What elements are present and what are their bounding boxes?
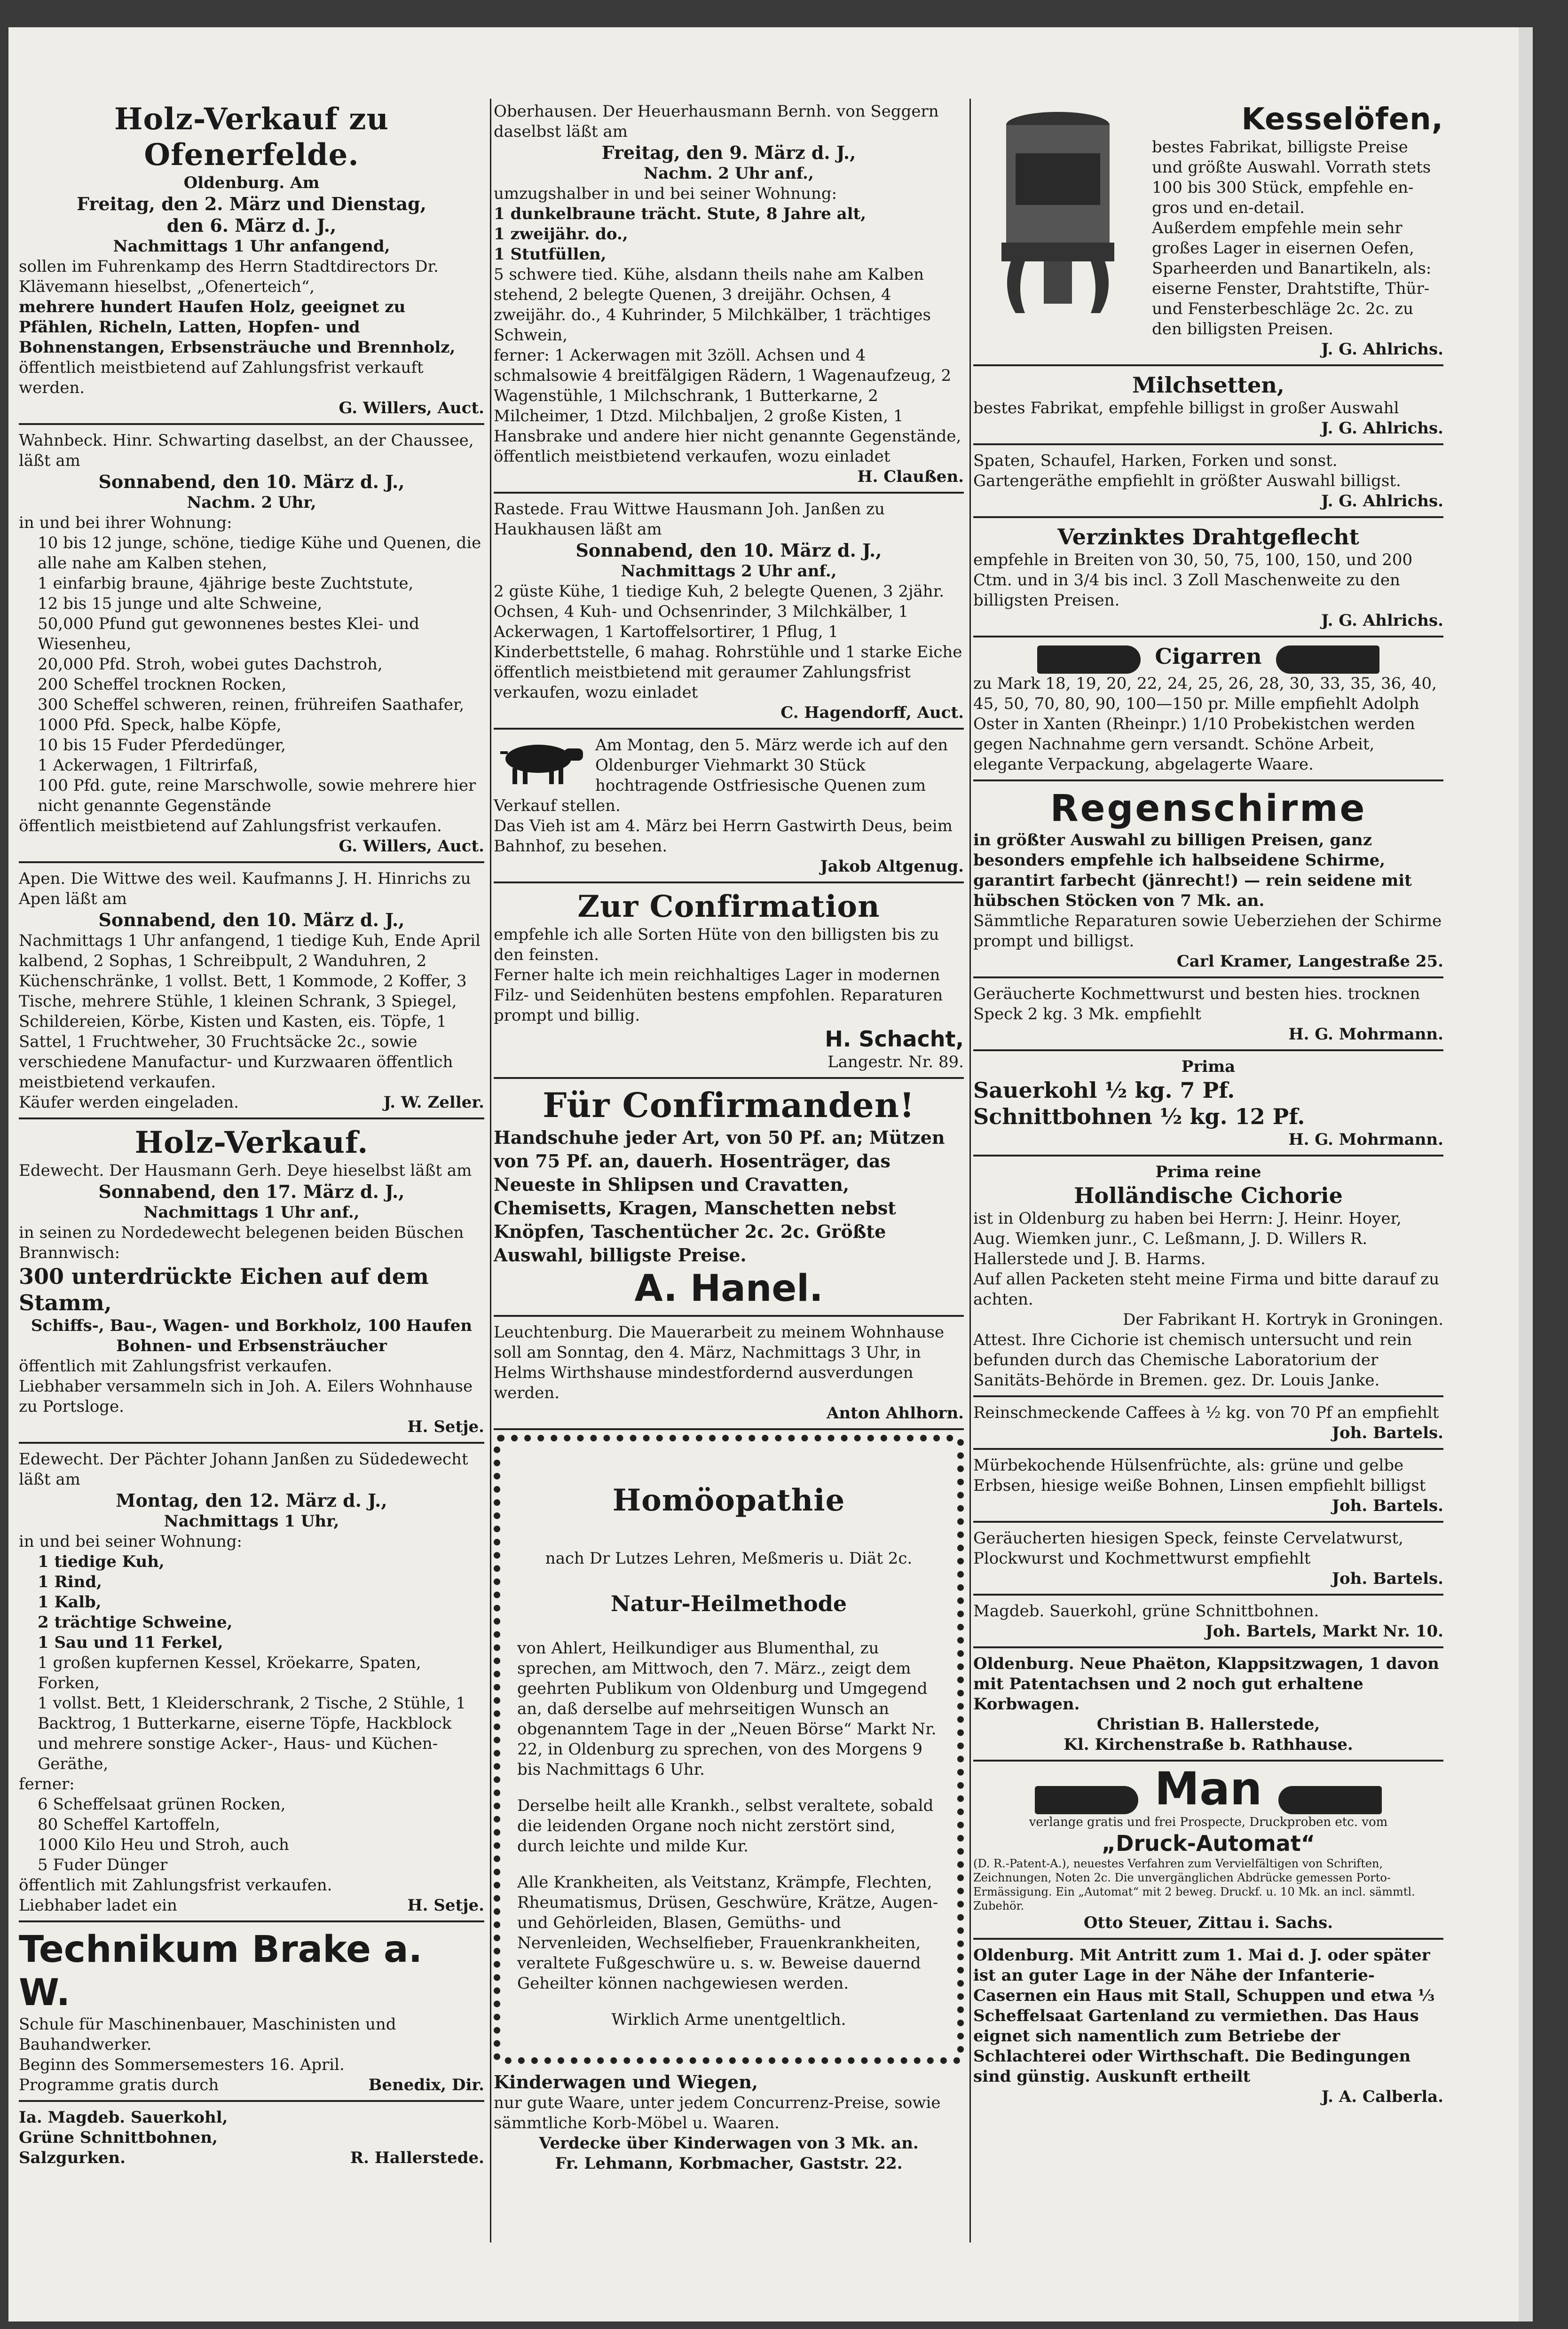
- ad-ostfriesische-quenen: [494, 732, 964, 883]
- list-item: 1 vollst. Bett, 1 Kleiderschrank, 2 Tische, 2 Stühle, 1 Backtrog, 1 Butterkarne, eiserne Töpfe, Hackblock und mehrere sonstige Acker-, Haus- und Küchen-Geräthe,: [38, 1694, 466, 1773]
- ad-huelsenfruechte: [973, 1453, 1443, 1523]
- list-item: 300 Scheffel schweren, reinen, frühreifen Saathafer,: [38, 695, 465, 714]
- ad-note: Programme gratis durch: [19, 2076, 219, 2094]
- ad-intro: in und bei ihrer Wohnung:: [19, 513, 232, 532]
- ad-signature: J. G. Ahlrichs.: [1321, 492, 1443, 511]
- ad-body: zu Mark 18, 19, 20, 22, 24, 25, 26, 28, 30, 33, 35, 36, 40, 45, 50, 70, 80, 90, 100—150 pr. Mille empfiehlt Adolph Oster in Xanten (Rheinpr.) 1/10 Probekistchen werden gegen Nachnahme gern versandt. Schöne Arbeit, elegante Verpackung, abgelagerte Waare.: [973, 674, 1437, 774]
- ad-title: Technikum Brake a. W.: [19, 1928, 423, 2014]
- ad-body: bestes Fabrikat, billigste Preise und größte Auswahl. Vorrath stets 100 bis 300 Stück, empfehle en-gros und en-detail.: [1152, 138, 1431, 217]
- list-item: 1000 Kilo Heu und Stroh, auch: [38, 1835, 289, 1854]
- ad-title: Kesselöfen,: [1241, 102, 1443, 137]
- ad-title: Zur Confirmation: [577, 889, 880, 924]
- ad-signature: H. Claußen.: [857, 467, 964, 486]
- ad-head: Apen. Die Wittwe des weil. Kaufmanns J. H. Hinrichs zu Apen läßt am: [19, 869, 471, 908]
- stove-icon: [973, 102, 1143, 323]
- ad-body: Der Fabrikant H. Kortryk in Groningen.: [1123, 1310, 1443, 1329]
- ad-signature: J. G. Ahlrichs.: [1321, 611, 1443, 630]
- ad-body: Magdeb. Sauerkohl, grüne Schnittbohnen.: [973, 1602, 1319, 1621]
- ad-signature: Carl Kramer, Langestraße 25.: [1176, 952, 1443, 971]
- ad-outro: öffentlich mit Zahlungsfrist verkaufen.: [19, 1876, 332, 1895]
- ad-line: Schnittbohnen ½ kg. 12 Pf.: [973, 1104, 1305, 1129]
- ad-title: Cigarren: [1155, 644, 1262, 669]
- ad-signature: Benedix, Dir.: [368, 2076, 484, 2094]
- list-item: 1 Rind,: [38, 1573, 102, 1591]
- ad-intro: umzugshalber in und bei seiner Wohnung:: [494, 184, 837, 203]
- ad-kinderwagen: [494, 2069, 964, 2179]
- ad-address: Langestr. Nr. 89.: [827, 1053, 964, 1071]
- ad-note: Liebhaber versammeln sich in Joh. A. Eilers Wohnhause zu Portsloge.: [19, 1377, 473, 1416]
- ad-head: Wahnbeck. Hinr. Schwarting daselbst, an der Chaussee, läßt am: [19, 431, 474, 470]
- ad-signature: J. W. Zeller.: [383, 1093, 484, 1112]
- ad-signature: R. Hallerstede.: [350, 2148, 484, 2167]
- ad-title: Holz-Verkauf.: [134, 1125, 369, 1160]
- ad-date: Sonnabend, den 10. März d. J.,: [575, 540, 882, 561]
- ad-gartengeraethe: [973, 448, 1443, 518]
- ad-holz-verkauf-ofenerfelde: [19, 99, 484, 425]
- ad-zur-confirmation: [494, 886, 964, 1079]
- ad-body: Geräucherte Kochmettwurst und besten hies. trocknen Speck 2 kg. 3 Mk. empfiehlt: [973, 984, 1420, 1023]
- ad-body: Oldenburg. Mit Antritt zum 1. Mai d. J. oder später ist an guter Lage in der Nähe der Infanterie-Casernen ein Haus mit Stall, Schuppen und etwa ⅓ Scheffelsaat Gartenland zu vermiethen. Das Haus eignet sich namentlich zum Betriebe der Schlachterei oder Wirthschaft. Die Bedingungen sind günstig. Auskunft ertheilt: [973, 1946, 1435, 2086]
- ad-body: Am Montag, den 5. März werde ich auf den Oldenburger Viehmarkt 30 Stück hochtragende Ostfriesische Quenen zum Verkauf stellen.: [494, 736, 948, 815]
- ad-line: Ia. Magdeb. Sauerkohl,: [19, 2108, 228, 2127]
- ad-note: Liebhaber ladet ein: [19, 1896, 177, 1915]
- ad-body: verlange gratis und frei Prospecte, Druckproben etc. vom: [1029, 1815, 1388, 1829]
- list-item: 1 Kalb,: [38, 1593, 102, 1612]
- ad-apen-auction: [19, 866, 484, 1119]
- ad-body: Nachmittags 1 Uhr anfangend, 1 tiedige Kuh, Ende April kalbend, 2 Sophas, 1 Schreibpult, 2 Wanduhren, 2 Küchenschränke, 1 vollst. Bett, 1 Kommode, 2 Koffer, 3 Tische, mehrere Stühle, 1 kleinen Schrank, 3 Spiegel, Schildereien, Körbe, Kisten und Kasten, eis. Töpfe, 1 Sattel, 1 Fruchtweher, 30 Fruchtsäcke 2c., sowie verschiedene Manufactur- und Kurzwaaren öffentlich meistbietend verkaufen.: [19, 931, 481, 1092]
- ad-head: Oberhausen. Der Heuerhausmann Bernh. von Seggern daselbst läßt am: [494, 102, 939, 141]
- ad-body: Mürbekochende Hülsenfrüchte, als: grüne und gelbe Erbsen, hiesige weiße Bohnen, Linsen empfiehlt billigst: [973, 1456, 1426, 1495]
- ad-date: Freitag, den 2. März und Dienstag,: [77, 193, 426, 214]
- ad-sauerkohl-mohrmann: [973, 1054, 1443, 1157]
- ad-holz-verkauf-edewecht: [19, 1122, 484, 1444]
- pointing-hand-icon: [1278, 1786, 1382, 1814]
- ad-body: Geräucherten hiesigen Speck, feinste Cervelatwurst, Plockwurst und Kochmettwurst empfiehlt: [973, 1529, 1403, 1568]
- column-3: [973, 99, 1443, 2115]
- pointing-hand-icon: [1276, 645, 1379, 674]
- ad-signature: G. Willers, Auct.: [339, 399, 484, 417]
- ad-body: Oldenburg. Neue Phaëton, Klappsitzwagen, 1 davon mit Patentachsen und 2 noch gut erhaltene Korbwagen.: [973, 1654, 1439, 1714]
- ad-body: Attest. Ihre Cichorie ist chemisch untersucht und rein befunden durch das Chemische Laboratorium der Sanitäts-Behörde in Bremen. gez. Dr. Louis Janke.: [973, 1330, 1412, 1390]
- ad-signature: Christian B. Hallerstede,: [1096, 1715, 1320, 1734]
- ad-homoeopathie: [494, 1435, 964, 2064]
- ad-cigarren: [973, 640, 1443, 781]
- ad-rastede-auction: [494, 496, 964, 730]
- ad-signature: A. Hanel.: [634, 1267, 823, 1310]
- ad-signature: H. Setje.: [407, 1417, 484, 1436]
- ad-intro: in und bei seiner Wohnung:: [19, 1532, 242, 1551]
- ad-speck-wurst: [973, 1526, 1443, 1596]
- ad-body: von Ahlert, Heilkundiger aus Blumenthal, zu sprechen, am Mittwoch, den 7. März., zeigt dem geehrten Publikum von Oldenburg und Umgegend an, daß derselbe auf mehrseitigen Wunsch an obgenanntem Tage in der „Neuen Börse“ Markt Nr. 22, in Oldenburg zu sprechen, von des Morgens 9 bis Nachmittags 6 Uhr.: [517, 1639, 937, 1779]
- ad-body: in größter Auswahl zu billigen Preisen, ganz besonders empfehle ich halbseidene Schirme, garantirt farbecht (jänrecht!) — rein seidene mit hübschen Stöcken von 7 Mk. an.: [973, 831, 1412, 910]
- ad-time: Nachmittags 1 Uhr,: [164, 1512, 339, 1531]
- ad-title: Kinderwagen und Wiegen,: [494, 2071, 758, 2093]
- ad-body: empfehle in Breiten von 30, 50, 75, 100, 150, und 200 Ctm. und in 3/4 bis incl. 3 Zoll Maschenweite zu den billigsten Preisen.: [973, 551, 1413, 610]
- ad-body: Derselbe heilt alle Krankh., selbst veraltete, sobald die leidenden Organe noch nicht zerstört sind, durch leichte und milde Kur.: [517, 1796, 934, 1856]
- ad-body: Schule für Maschinenbauer, Maschinisten und Bauhandwerker.: [19, 2015, 396, 2054]
- ad-body: Reinschmeckende Caffees à ½ kg. von 70 Pf an empfiehlt: [973, 1403, 1439, 1422]
- ad-wahnbeck-auction: [19, 428, 484, 863]
- ad-sauerkohl-hallerstede: [19, 2105, 484, 2173]
- ad-kochmettwurst: [973, 981, 1443, 1051]
- ad-signature: H. Schacht,: [825, 1026, 964, 1052]
- ad-time: Nachmittags 1 Uhr anf.,: [143, 1203, 360, 1222]
- ad-note: ferner:: [19, 1775, 75, 1794]
- ad-signature: Joh. Bartels.: [1332, 1496, 1443, 1515]
- ad-kesseloefen: [973, 99, 1443, 366]
- list-item: 10 bis 12 junge, schöne, tiedige Kühe und Quenen, die alle nahe am Kalben stehen,: [38, 534, 481, 573]
- ad-body: Auf allen Packeten steht meine Firma und bitte darauf zu achten.: [973, 1270, 1440, 1309]
- ad-line: Salzgurken.: [19, 2148, 126, 2167]
- ad-body: Beginn des Sommersemesters 16. April.: [19, 2055, 345, 2074]
- ad-drahtgeflecht: [973, 521, 1443, 637]
- list-item: 50,000 Pfund gut gewonnenes bestes Klei- und Wiesenheu,: [38, 614, 419, 653]
- ad-body: Sämmtliche Reparaturen sowie Ueberziehen der Schirme prompt und billigst.: [973, 912, 1442, 951]
- ad-title: Homöopathie: [612, 1483, 845, 1518]
- list-item: 1 einfarbig braune, 4jährige beste Zuchtstute,: [38, 574, 414, 593]
- ad-items: Schiffs-, Bau-, Wagen- und Borkholz, 100 Haufen Bohnen- und Erbsensträucher: [31, 1316, 473, 1355]
- ad-body: ferner: 1 Ackerwagen mit 3zöll. Achsen und 4 schmalsowie 4 breitfälgigen Rädern, 1 Wagenaufzeug, 2 Wagenstühle, 1 Milchschrank, 1 Butterkarne, 2 Milcheimer, 1 Dtzd. Milchbaljen, 2 große Kisten, 1 Hansbrake und andere hier nicht genannte Gegenstände, öffentlich meistbietend verkaufen, wozu einladet: [494, 346, 961, 466]
- ad-line: Sauerkohl ½ kg. 7 Pf.: [973, 1078, 1235, 1103]
- ad-signature: Joh. Bartels.: [1332, 1424, 1443, 1442]
- ad-date: Sonnabend, den 17. März d. J.,: [98, 1181, 405, 1202]
- column-rule: [490, 99, 491, 2242]
- list-item: 5 Fuder Dünger: [38, 1856, 168, 1874]
- ad-head: Edewecht. Der Hausmann Gerh. Deye hieselbst läßt am: [19, 1161, 472, 1180]
- ad-head: Rastede. Frau Wittwe Hausmann Joh. Janßen zu Haukhausen läßt am: [494, 500, 885, 539]
- list-item: 200 Scheffel trocknen Rocken,: [38, 675, 287, 694]
- ad-body: sollen im Fuhrenkamp des Herrn Stadtdirectors Dr. Klävemann hieselbst, „Ofenerteich“,: [19, 257, 439, 296]
- ad-signature: G. Willers, Auct.: [339, 837, 484, 856]
- ad-body: Das Vieh ist am 4. März bei Herrn Gastwirth Deus, beim Bahnhof, zu besehen.: [494, 817, 953, 856]
- list-item: 1 zweijähr. do.,: [494, 225, 628, 244]
- ad-signature: Otto Steuer, Zittau i. Sachs.: [1083, 1913, 1333, 1932]
- ad-title: Regenschirme: [1050, 787, 1367, 830]
- ad-body: 5 schwere tied. Kühe, alsdann theils nahe am Kalben stehend, 2 belegte Quenen, 3 dreijähr. Ochsen, 4 zweijähr. do., 4 Kuhrinder, 5 Milchkälber, 1 trächtiges Schwein,: [494, 265, 931, 345]
- ad-subtitle: nach Dr Lutzes Lehren, Meßmeris u. Diät 2c.: [545, 1549, 913, 1568]
- column-rule: [969, 99, 971, 2242]
- ad-signature: Jakob Altgenug.: [820, 857, 964, 876]
- ad-date: den 6. März d. J.,: [166, 215, 337, 236]
- list-item: 1 dunkelbraune trächt. Stute, 8 Jahre alt,: [494, 205, 867, 223]
- list-item: 12 bis 15 junge und alte Schweine,: [38, 594, 323, 613]
- ad-outro: öffentlich mit Zahlungsfrist verkaufen.: [19, 1357, 332, 1376]
- cow-icon: [494, 735, 588, 787]
- ad-signature: Fr. Lehmann, Korbmacher, Gaststr. 22.: [555, 2154, 903, 2173]
- list-item: 6 Scheffelsaat grünen Rocken,: [38, 1795, 286, 1814]
- ad-signature: J. A. Calberla.: [1321, 2087, 1443, 2106]
- list-item: 1000 Pfd. Speck, halbe Köpfe,: [38, 716, 282, 734]
- ad-milchsetten: [973, 369, 1443, 445]
- ad-body: Alle Krankheiten, als Veitstanz, Krämpfe, Flechten, Rheumatismus, Drüsen, Geschwüre, Krätze, Augen- und Gehörleiden, Blasen, Gemüths- und Nervenleiden, Wechselfieber, Frauenkrankheiten, veraltete Fußgeschwüre u. s. w. Beweise dauernd Geheilter können nachgewiesen werden.: [517, 1873, 938, 1993]
- ad-time: Nachmittags 2 Uhr anf.,: [621, 562, 837, 581]
- ad-label: Prima reine: [1155, 1163, 1261, 1181]
- ad-body: Verdecke über Kinderwagen von 3 Mk. an.: [539, 2134, 919, 2153]
- ad-signature: Anton Ahlhorn.: [827, 1404, 964, 1423]
- ad-phaeton-wagen: [973, 1651, 1443, 1762]
- ad-line: Grüne Schnittbohnen,: [19, 2128, 218, 2147]
- list-item: 80 Scheffel Kartoffeln,: [38, 1815, 221, 1834]
- column-1: [19, 99, 484, 2176]
- pointing-hand-icon: [1037, 645, 1141, 674]
- ad-title: Holz-Verkauf zu Ofenerfelde.: [114, 102, 389, 173]
- ad-date: Sonnabend, den 10. März d. J.,: [98, 909, 405, 930]
- ad-fuer-confirmanden: [494, 1082, 964, 1317]
- ad-edewecht-janssen: [19, 1447, 484, 1922]
- ad-magdeb-sauerkohl: [973, 1598, 1443, 1648]
- list-item: 10 bis 15 Fuder Pferdedünger,: [38, 736, 286, 755]
- list-item: 1 Sau und 11 Ferkel,: [38, 1633, 223, 1652]
- ad-leuchtenburg: [494, 1320, 964, 1430]
- ad-oberhausen-auction: [494, 99, 964, 494]
- ad-body: Wirklich Arme unentgeltlich.: [611, 2010, 846, 2029]
- ad-body: mehrere hundert Haufen Holz, geeignet zu Pfählen, Richeln, Latten, Hopfen- und Bohnenstangen, Erbsensträuche und Brennholz,: [19, 298, 456, 357]
- ad-haus-vermiethen: [973, 1943, 1443, 2112]
- ad-outro: öffentlich meistbietend auf Zahlungsfrist verkaufen.: [19, 817, 442, 835]
- ad-body: Leuchtenburg. Die Mauerarbeit zu meinem Wohnhause soll am Sonntag, den 4. März, Nachmittags 3 Uhr, in Helms Wirthshause mindestfordernd ausverdungen werden.: [494, 1323, 945, 1402]
- ad-technikum-brake: [19, 1925, 484, 2102]
- ad-label: Prima: [1181, 1057, 1236, 1076]
- ad-main-item: 300 unterdrückte Eichen auf dem Stamm,: [19, 1264, 429, 1315]
- ad-title: Natur-Heilmethode: [610, 1591, 847, 1616]
- ad-address: Kl. Kirchenstraße b. Rathhause.: [1064, 1735, 1353, 1754]
- ad-body: ist in Oldenburg zu haben bei Herrn: J. Heinr. Hoyer, Aug. Wiemken junr., C. Leßmann, J. D. Willers R. Hallerstede und J. B. Harms.: [973, 1209, 1402, 1268]
- ad-title: Für Confirmanden!: [543, 1085, 915, 1125]
- ad-signature: H. G. Mohrmann.: [1288, 1130, 1443, 1149]
- ad-body: (D. R.-Patent-A.), neuestes Verfahren zum Vervielfältigen von Schriften, Zeichnungen, Noten 2c. Die unvergänglichen Abdrücke gemessen Porto-Ermässigung. Ein „Automat“ mit 2 beweg. Druckf. u. 10 Mk. an incl. sämmtl. Zubehör.: [973, 1857, 1415, 1912]
- ad-title: Verzinktes Drahtgeflecht: [1057, 524, 1359, 550]
- ad-head: Edewecht. Der Pächter Johann Janßen zu Südedewecht läßt am: [19, 1450, 468, 1489]
- ad-body: Spaten, Schaufel, Harken, Forken und sonst. Gartengeräthe empfiehlt in größter Auswahl billigst.: [973, 451, 1401, 490]
- ad-body: bestes Fabrikat, empfehle billigst in großer Auswahl: [973, 399, 1399, 417]
- ad-date: Freitag, den 9. März d. J.,: [601, 142, 856, 163]
- ad-place: Oldenburg. Am: [183, 173, 320, 192]
- ad-title: Holländische Cichorie: [1074, 1183, 1343, 1208]
- ad-body: Außerdem empfehle mein sehr großes Lager in eisernen Oefen, Sparheerden und Banartikeln, als: eiserne Fenster, Drahtstifte, Thür- und Fensterbeschläge 2c. 2c. zu den billigsten Preisen.: [1152, 219, 1432, 338]
- ad-cichorie: [973, 1159, 1443, 1397]
- ad-body: 2 güste Kühe, 1 tiedige Kuh, 2 belegte Quenen, 3 2jähr. Ochsen, 4 Kuh- und Ochsenrinder, 3 Milchkälber, 1 Ackerwagen, 1 Kartoffelsortirer, 1 Pflug, 1 Kinderbettstelle, 6 mahag. Rohrstühle und 1 starke Eiche öffentlich meistbietend mit geraumer Zahlungsfrist verkaufen, wozu einladet: [494, 582, 962, 702]
- ad-body: empfehle ich alle Sorten Hüte von den billigsten bis zu den feinsten.: [494, 925, 939, 964]
- ad-intro: in seinen zu Nordedewecht belegenen beiden Büschen Brannwisch:: [19, 1223, 464, 1262]
- ad-body: öffentlich meistbietend auf Zahlungsfrist verkauft werden.: [19, 358, 424, 397]
- ad-date: Sonnabend, den 10. März d. J.,: [98, 471, 405, 492]
- ad-regenschirme: [973, 784, 1443, 978]
- ad-signature: Joh. Bartels.: [1332, 1569, 1443, 1588]
- ad-signature: J. G. Ahlrichs.: [1321, 340, 1443, 359]
- ad-time: Nachm. 2 Uhr anf.,: [644, 164, 814, 183]
- ad-caffees: [973, 1400, 1443, 1450]
- ad-title: Milchsetten,: [1132, 372, 1284, 398]
- ad-title: Man: [1154, 1762, 1262, 1815]
- ad-signature: H. G. Mohrmann.: [1288, 1025, 1443, 1044]
- column-2: [494, 99, 964, 2181]
- ad-signature: C. Hagendorff, Auct.: [780, 703, 964, 722]
- list-item: 100 Pfd. gute, reine Marschwolle, sowie mehrere hier nicht genannte Gegenstände: [38, 776, 476, 815]
- ad-signature: H. Setje.: [407, 1896, 484, 1915]
- ad-body: Ferner halte ich mein reichhaltiges Lager in modernen Filz- und Seidenhüten bestens empfohlen. Reparaturen prompt und billig.: [494, 966, 943, 1025]
- ad-body: nur gute Waare, unter jedem Concurrenz-Preise, sowie sämmtliche Korb-Möbel u. Waaren.: [494, 2093, 941, 2132]
- list-item: 1 Stutfüllen,: [494, 245, 607, 264]
- page-edge: [1519, 27, 1533, 2321]
- ad-title: „Druck-Automat“: [1102, 1831, 1315, 1856]
- pointing-hand-icon: [1035, 1786, 1138, 1814]
- ad-note: Käufer werden eingeladen.: [19, 1093, 239, 1112]
- ad-signature: J. G. Ahlrichs.: [1321, 419, 1443, 438]
- ad-body: Handschuhe jeder Art, von 50 Pf. an; Mützen von 75 Pf. an, dauerh. Hosenträger, das Neueste in Shlipsen und Cravatten, Chemisetts, Kragen, Manschetten nebst Knöpfen, Taschentücher 2c. 2c. Größte Auswahl, billigste Preise.: [494, 1127, 945, 1266]
- ad-druck-automat: [973, 1764, 1443, 1940]
- ad-date: Montag, den 12. März d. J.,: [116, 1490, 387, 1511]
- ad-time: Nachm. 2 Uhr,: [187, 493, 316, 512]
- list-item: 1 Ackerwagen, 1 Filtrirfaß,: [38, 756, 258, 775]
- ad-time: Nachmittags 1 Uhr anfangend,: [113, 237, 390, 256]
- list-item: 1 tiedige Kuh,: [38, 1552, 165, 1571]
- list-item: 2 trächtige Schweine,: [38, 1613, 233, 1632]
- list-item: 20,000 Pfd. Stroh, wobei gutes Dachstroh,: [38, 655, 383, 674]
- ad-signature: Joh. Bartels, Markt Nr. 10.: [1205, 1622, 1443, 1641]
- list-item: 1 großen kupfernen Kessel, Kröekarre, Spaten, Forken,: [38, 1653, 421, 1692]
